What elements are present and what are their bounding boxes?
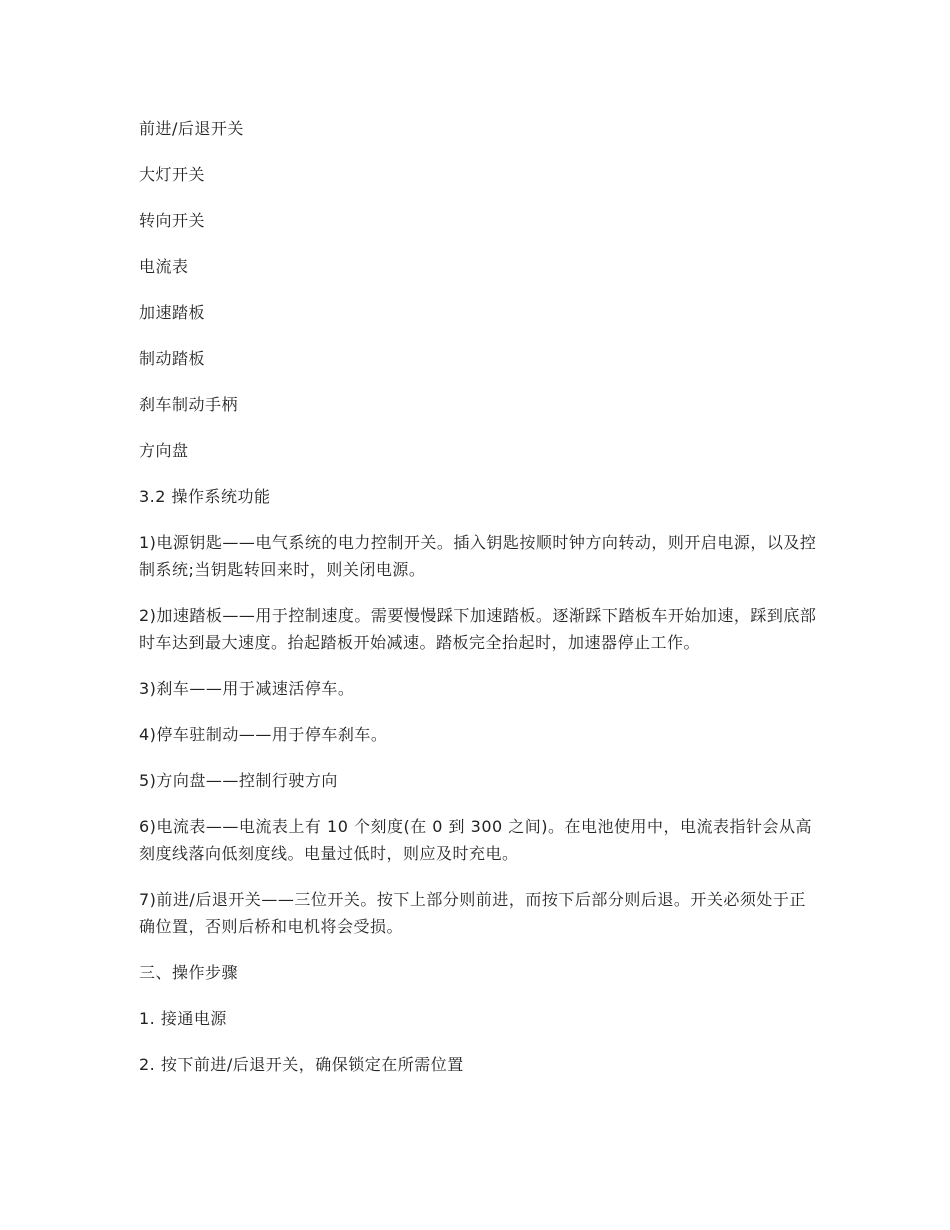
list-item-brake-pedal: 制动踏板	[139, 349, 206, 368]
document-body	[139, 115, 819, 1097]
section-heading-3-2: 3.2 操作系统功能	[139, 487, 271, 506]
paragraph-forward-reverse: 7)前进/后退开关——三位开关。按下上部分则前进，而按下后部分则后退。开关必须处于正确位置，否则后桥和电机将会受损。	[139, 890, 806, 936]
paragraph-steering: 5)方向盘——控制行驶方向	[139, 771, 338, 790]
list-item-accelerator-pedal: 加速踏板	[139, 303, 206, 322]
list-item-steering-wheel: 方向盘	[139, 441, 189, 460]
paragraph-parking-brake: 4)停车驻制动——用于停车刹车。	[139, 725, 388, 744]
paragraph-ammeter: 6)电流表——电流表上有 10 个刻度(在 0 到 300 之间)。在电池使用中，电流表指针会从高刻度线落向低刻度线。电量过低时，则应及时充电。	[139, 817, 813, 863]
step-2: 2. 按下前进/后退开关，确保锁定在所需位置	[139, 1055, 464, 1074]
list-item-ammeter: 电流表	[139, 257, 189, 276]
list-item-forward-reverse-switch: 前进/后退开关	[139, 119, 244, 138]
list-item-brake-handle: 刹车制动手柄	[139, 395, 239, 414]
paragraph-accelerator: 2)加速踏板——用于控制速度。需要慢慢踩下加速踏板。逐渐踩下踏板车开始加速，踩到底部时车达到最大速度。抬起踏板开始减速。踏板完全抬起时，加速器停止工作。	[139, 606, 817, 652]
section-heading-operation-steps: 三、操作步骤	[139, 963, 239, 982]
step-1: 1. 接通电源	[139, 1009, 227, 1028]
paragraph-power-key: 1)电源钥匙——电气系统的电力控制开关。插入钥匙按顺时钟方向转动，则开启电源，以及控制系统;当钥匙转回来时，则关闭电源。	[139, 533, 817, 579]
list-item-headlight-switch: 大灯开关	[139, 165, 206, 184]
paragraph-brake: 3)刹车——用于减速活停车。	[139, 679, 355, 698]
list-item-turn-switch: 转向开关	[139, 211, 206, 230]
